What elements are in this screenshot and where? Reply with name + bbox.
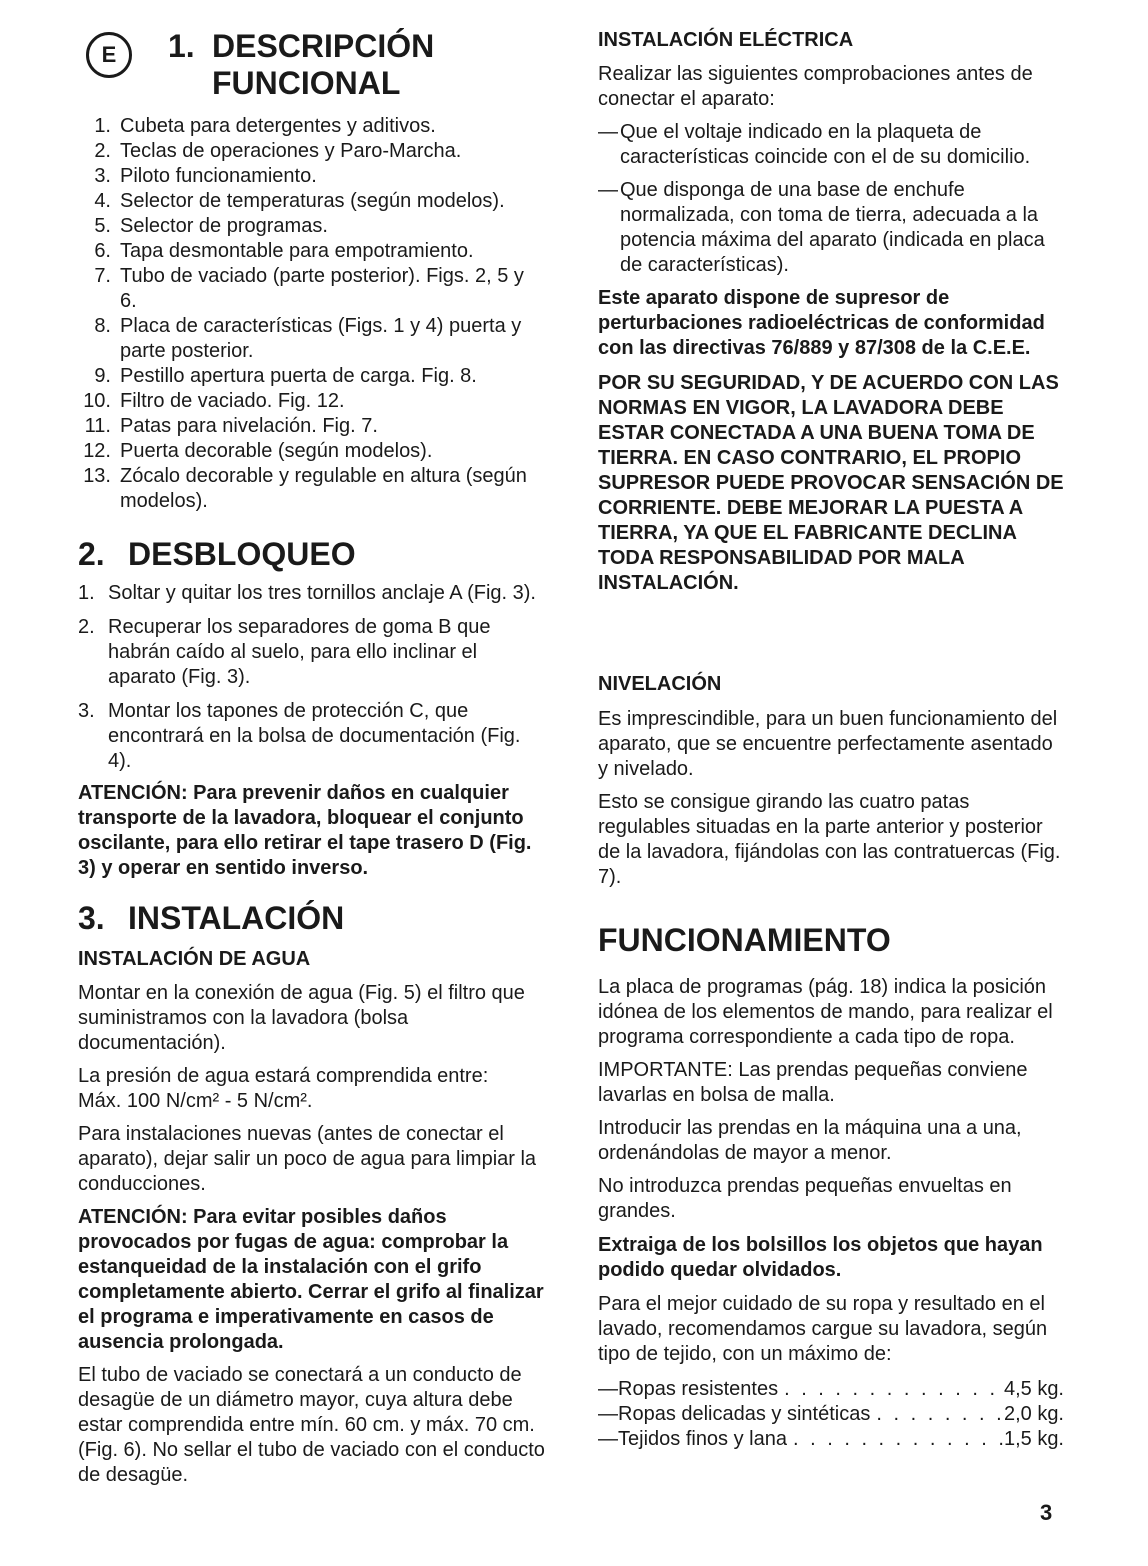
section1-list-item (78, 314, 546, 364)
dot-leader (870, 1402, 1004, 1427)
section1-list-item (78, 364, 546, 389)
section3-title (78, 900, 546, 937)
operation-paragraph-5: Para el mejor cuidado de su ropa y resultado en el lavado, recomendamos cargue su lavadora, según tipo de tejido, con un máximo de: (598, 1293, 1048, 1365)
leveling-paragraph-2: Esto se consigue girando las cuatro patas regulables situadas en la parte anterior y posterior de la lavadora, fijándolas con las contratuercas (Fig. 7). (598, 791, 1061, 888)
section3 (78, 900, 546, 1488)
section1-list (78, 114, 546, 514)
operation-bold-note: Extraiga de los bolsillos los objetos que hayan podido quedar olvidados. (598, 1234, 1043, 1281)
section1-list-item-text: Zócalo decorable y regulable en altura (según modelos). (120, 465, 527, 512)
load-row (598, 1377, 1064, 1402)
section1-list-item (78, 164, 546, 189)
electric-check-1: — Que el voltaje indicado en la plaqueta de características coincide con el de su domicilio. (598, 121, 1031, 168)
section1-list-item-text: Tapa desmontable para empotramiento. (120, 240, 474, 262)
load-label: —Tejidos finos y lana (598, 1428, 787, 1450)
section1-list-item-number: 13. (83, 465, 111, 487)
electric-check-2-text: Que disponga de una base de enchufe normalizada, con toma de tierra, adecuada a la potencia máxima del aparato (indicada en placa de características). (620, 179, 1045, 276)
section1-list-item (78, 414, 546, 439)
section1-list-item-number: 5. (94, 215, 111, 237)
section1-title-line2: FUNCIONAL (212, 65, 401, 101)
section1-list-item-number: 9. (94, 365, 111, 387)
section2-title (78, 536, 546, 573)
section1-list-item-text: Selector de temperaturas (según modelos). (120, 190, 505, 212)
load-label: —Ropas delicadas y sintéticas (598, 1403, 871, 1425)
electric-check-2: — Que disponga de una base de enchufe normalizada, con toma de tierra, adecuada a la potencia máxima del aparato (indicada en placa de características). (598, 179, 1045, 276)
section3-number: 3. (78, 900, 105, 936)
section1-list-item-number: 2. (94, 140, 111, 162)
operation-paragraph-3: Introducir las prendas en la máquina una a una, ordenándolas de mayor a menor. (598, 1117, 1022, 1164)
load-value: 2,0 kg. (1003, 1403, 1064, 1425)
section1-list-item-number: 12. (83, 440, 111, 462)
section2-title-text: DESBLOQUEO (128, 536, 356, 572)
electric-intro: Realizar las siguientes comprobaciones antes de conectar el aparato: (598, 63, 1033, 110)
section1-list-item (78, 114, 546, 139)
section2-list-item-text: Soltar y quitar los tres tornillos anclaje A (Fig. 3). (108, 582, 536, 604)
section2-list-item-number: 1. (78, 582, 95, 604)
section1-number: 1. (168, 28, 195, 64)
operation-section (598, 922, 1064, 1452)
section1-list-item-text: Selector de programas. (120, 215, 328, 237)
section1-list-item-number: 10. (83, 390, 111, 412)
electric-section (598, 28, 1064, 596)
section1-list-item-text: Puerta decorable (según modelos). (120, 440, 433, 462)
section1-list-item-number: 11. (84, 415, 111, 437)
section2-list-item (78, 699, 546, 774)
section1-list-item (78, 139, 546, 164)
water-paragraph-3: Para instalaciones nuevas (antes de conectar el aparato), dejar salir un poco de agua para limpiar la conducciones. (78, 1123, 537, 1195)
operation-paragraph-2: IMPORTANTE: Las prendas pequeñas conviene lavarlas en bolsa de malla. (598, 1059, 1028, 1106)
load-table (598, 1377, 1064, 1452)
section2 (78, 536, 546, 881)
operation-title: FUNCIONAMIENTO (598, 922, 891, 958)
section1-list-item-text: Pestillo apertura puerta de carga. Fig. 8. (120, 365, 477, 387)
section1-title-line1: DESCRIPCIÓN (212, 28, 435, 64)
section1-list-item-text: Placa de características (Figs. 1 y 4) puerta y parte posterior. (120, 315, 522, 362)
section1-list-item (78, 389, 546, 414)
section1-list-item (78, 464, 546, 514)
section1-list-item-number: 1. (94, 115, 111, 137)
dot-leader (787, 1427, 1004, 1452)
water-paragraph-1: Montar en la conexión de agua (Fig. 5) el filtro que suministramos con la lavadora (bolsa documentación). (78, 982, 525, 1054)
section1-list-item-text: Filtro de vaciado. Fig. 12. (120, 390, 345, 412)
section1-list-item-text: Tubo de vaciado (parte posterior). Figs. 2, 5 y 6. (120, 265, 524, 312)
section2-list-item-number: 2. (78, 616, 95, 638)
section1-title (168, 28, 434, 102)
water-paragraph-2b: Máx. 100 N/cm² - 5 N/cm². (78, 1090, 313, 1112)
leveling-paragraph-1: Es imprescindible, para un buen funcionamiento del aparato, que se encuentre perfectamente asentado y nivelado. (598, 708, 1058, 780)
section1-list-item-number: 4. (94, 190, 111, 212)
section2-list-item-text: Montar los tapones de protección C, que encontrará en la bolsa de documentación (Fig. 4). (108, 700, 521, 772)
electric-check-1-text: Que el voltaje indicado en la plaqueta de características coincide con el de su domicilio. (620, 121, 1031, 168)
load-row (598, 1427, 1064, 1452)
load-label: —Ropas resistentes (598, 1378, 779, 1400)
water-paragraph-2a: La presión de agua estará comprendida entre: (78, 1065, 489, 1087)
section3-title-text: INSTALACIÓN (128, 900, 345, 936)
section2-attention: ATENCIÓN: Para prevenir daños en cualquier transporte de la lavadora, bloquear el conjunto oscilante, para ello retirar el tape trasero D (Fig. 3) y operar en sentido inverso. (78, 782, 532, 879)
leveling-section (598, 672, 1064, 890)
water-paragraph-4: El tubo de vaciado se conectará a un conducto de desagüe de un diámetro mayor, cuya altura debe estar comprendida entre mín. 60 cm. y máx. 70 cm. (Fig. 6). No sellar el tubo de vaciado con el conducto de desagüe. (78, 1364, 545, 1486)
section1-list-item (78, 214, 546, 239)
page-number: 3 (1040, 1500, 1053, 1525)
operation-paragraph-4: No introduzca prendas pequeñas envueltas en grandes. (598, 1175, 1012, 1222)
section2-list-item-text: Recuperar los separadores de goma B que habrán caído al suelo, para ello inclinar el aparato (Fig. 3). (108, 616, 491, 688)
section2-list-item (78, 615, 546, 690)
section1-list-item (78, 439, 546, 464)
section2-list (78, 581, 546, 774)
section1-list-item-number: 3. (94, 165, 111, 187)
section1-list-item-number: 8. (94, 315, 111, 337)
electric-title: INSTALACIÓN ELÉCTRICA (598, 29, 854, 51)
water-attention: ATENCIÓN: Para evitar posibles daños provocados por fugas de agua: comprobar la estanqueidad de la instalación con el grifo completamente abierto. Cerrar el grifo al finalizar el programa e imperativamente en casos de ausencia prolongada. (78, 1206, 544, 1353)
section1-list-item-text: Teclas de operaciones y Paro-Marcha. (120, 140, 462, 162)
section2-number: 2. (78, 536, 105, 572)
safety-warning: POR SU SEGURIDAD, Y DE ACUERDO CON LAS NORMAS EN VIGOR, LA LAVADORA DEBE ESTAR CONECTADA A UNA BUENA TOMA DE TIERRA. EN CASO CONTRARIO, EL PROPIO SUPRESOR PUEDE PROVOCAR SENSACIÓN DE CORRIENTE. DEBE MEJORAR LA PUESTA A TIERRA, YA QUE EL FABRICANTE DECLINA TODA RESPONSABILIDAD POR MALA INSTALACIÓN. (598, 372, 1064, 594)
section1-list-item-number: 6. (94, 240, 111, 262)
section1-list-item-text: Piloto funcionamiento. (120, 165, 317, 187)
section1-list-item-text: Patas para nivelación. Fig. 7. (120, 415, 378, 437)
water-installation-title: INSTALACIÓN DE AGUA (78, 948, 311, 970)
section1-list-item (78, 189, 546, 214)
section1-list-item (78, 264, 546, 314)
leveling-title: NIVELACIÓN (598, 673, 722, 695)
section1-list-item-text: Cubeta para detergentes y aditivos. (120, 115, 436, 137)
section1-list-item-number: 7. (94, 265, 111, 287)
load-value: 1,5 kg. (1003, 1428, 1064, 1450)
load-value: 4,5 kg. (1003, 1378, 1064, 1400)
language-badge: E (86, 32, 132, 78)
section2-list-item-number: 3. (78, 700, 95, 722)
dot-leader (778, 1377, 1004, 1402)
load-row (598, 1402, 1064, 1427)
section2-list-item (78, 581, 546, 606)
operation-paragraph-1: La placa de programas (pág. 18) indica la posición idónea de los elementos de mando, para realizar el programa correspondiente a cada tipo de ropa. (598, 976, 1053, 1048)
section1-list-item (78, 239, 546, 264)
suppressor-note: Este aparato dispone de supresor de perturbaciones radioeléctricas de conformidad con las directivas 76/889 y 87/308 de la C.E.E. (598, 287, 1045, 359)
